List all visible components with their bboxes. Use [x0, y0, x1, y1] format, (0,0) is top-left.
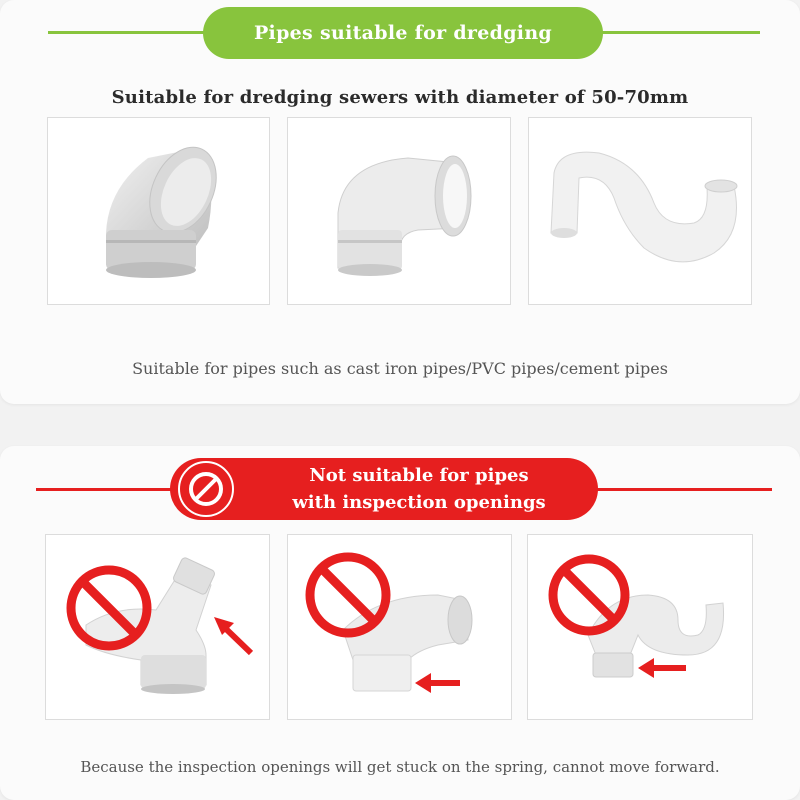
arrow-icon: [638, 658, 686, 678]
pipe-45-elbow-image: [48, 118, 271, 306]
prohibited-icon: [310, 557, 386, 633]
pipe-90-elbow-image: [288, 118, 512, 306]
card-45-elbow: [47, 117, 270, 305]
pipe-s-trap-image: [529, 118, 753, 306]
suitable-banner-text: Pipes suitable for dredging: [253, 22, 553, 44]
card-90-elbow: [287, 117, 511, 305]
suitable-subtitle: Suitable for dredging sewers with diameter of 50-70mm: [111, 87, 689, 108]
not-suitable-caption: Because the inspection openings will get stuck on the spring, cannot move forward.: [80, 758, 720, 776]
no-entry-icon: [178, 461, 234, 517]
suitable-caption: Suitable for pipes such as cast iron pipes/PVC pipes/cement pipes: [132, 359, 668, 378]
arrow-icon: [214, 617, 251, 653]
card-elbow-inspection: [287, 534, 512, 720]
card-s-trap: [528, 117, 752, 305]
arrow-icon: [415, 673, 460, 693]
card-trap-inspection: [527, 534, 753, 720]
not-suitable-banner: [170, 458, 598, 520]
suitable-banner: [203, 7, 603, 59]
elbow-inspection-image: [288, 535, 513, 721]
not-suitable-banner-line1: Not suitable for pipes: [309, 465, 529, 486]
prohibited-icon: [553, 559, 625, 631]
y-pipe-inspection-image: [46, 535, 271, 721]
card-y-pipe-inspection: [45, 534, 270, 720]
not-suitable-banner-line2: with inspection openings: [292, 492, 546, 513]
trap-inspection-image: [528, 535, 754, 721]
